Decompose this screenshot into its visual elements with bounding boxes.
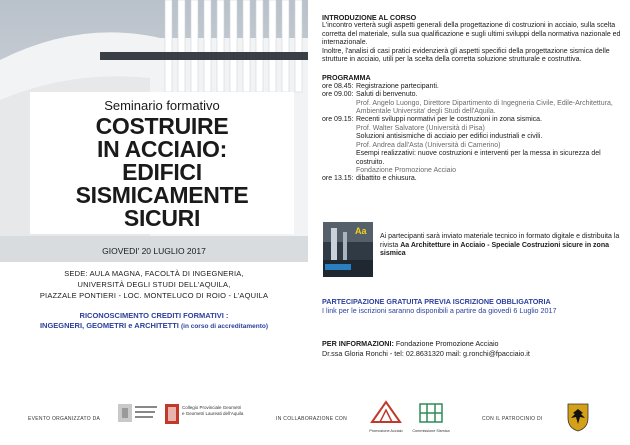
info-label: PER INFORMAZIONI: — [322, 339, 394, 348]
program-item: ore 08.45: Registrazione partecipanti. — [322, 82, 439, 90]
right-column — [322, 14, 624, 184]
program-item: ore 13.15: dibattito e chiusura. — [322, 175, 417, 183]
commissione-sismica-logo: Commissione Sismica — [410, 400, 452, 434]
credits-professions: INGEGNERI, GEOMETRI e ARCHITETTI — [39, 321, 179, 330]
footer — [0, 392, 630, 445]
program-item: Fondazione Promozione Acciaio — [356, 166, 457, 174]
venue-line: SEDE: AULA MAGNA, FACOLTÀ DI INGEGNERIA, — [64, 269, 244, 278]
magazine-text: Ai partecipanti sarà inviato materiale tecnico in formato digitale e distribuita la rivista Aa Architetture in Acciaio - Speciale Costruzioni sicure in zona sismica — [380, 233, 620, 258]
program-list — [322, 83, 624, 184]
title-line: SICURI — [123, 205, 201, 231]
ingegneri-logo — [116, 402, 158, 430]
venue-line: UNIVERSITÀ DEGLI STUDI DELL'AQUILA, — [77, 280, 231, 289]
venue-line: PIAZZALE PONTIERI - LOC. MONTELUCO DI ROIO - L'AQUILA — [39, 291, 269, 300]
title-line: IN ACCIAIO: — [96, 136, 227, 162]
participation — [322, 297, 622, 315]
program-item: Soluzioni antisismiche di acciaio per edifici industriali e civili. — [356, 133, 543, 141]
main-title — [30, 115, 294, 230]
geometri-logo: Collegio Provinciale Geometri e Geometri Laureati dell'Aquila — [165, 402, 245, 430]
credits — [0, 311, 308, 332]
credits-note: (in corso di accreditamento) — [180, 323, 269, 330]
title-box — [30, 92, 294, 234]
magazine-badge: Aa — [355, 226, 367, 236]
program-item: Prof. Walter Salvatore (Università di Pisa) — [356, 124, 485, 132]
organized-by-label: EVENTO ORGANIZZATO DA — [28, 416, 101, 422]
event-date: GIOVEDI' 20 LUGLIO 2017 — [102, 246, 206, 256]
program-heading: PROGRAMMA — [322, 73, 371, 83]
aquila-crest-icon — [565, 402, 591, 432]
promozione-acciaio-logo: Promozione Acciaio — [368, 400, 404, 434]
program-item: ore 09.15: Recenti sviluppi normativi per le costruzioni in zona sismica. — [322, 116, 542, 124]
program-item: Esempi realizzativi: nuove costruzioni e interventi per la messa in sicurezza del costruito. — [356, 150, 601, 166]
info-contact: Dr.ssa Gloria Ronchi - tel: 02.8631320 mail: g.ronchi@fpacciaio.it — [322, 348, 530, 358]
intro-paragraph: L'incontro verterà sugli aspetti generali della progettazione di costruzioni in acciaio, sulla scelta corretta del materiale, sulla sua qualificazione e sugli ultimi sviluppi della normativa nazionale ed internazionale. — [322, 22, 621, 47]
contact-info — [322, 339, 622, 358]
magazine-cover — [323, 222, 373, 277]
collaboration-label: IN COLLABORAZIONE CON — [276, 416, 348, 422]
title-line: SISMICAMENTE — [75, 182, 249, 208]
program-item: ore 09.00: Saluti di benvenuto. — [322, 91, 418, 99]
intro-heading: INTRODUZIONE AL CORSO — [322, 13, 417, 22]
info-org: Fondazione Promozione Acciaio — [395, 339, 499, 348]
venue — [0, 268, 308, 301]
intro-paragraph: Inoltre, l'analisi di casi pratici evidenzierà gli aspetti specifici della progettazione sismica delle strutture in acciaio, utili per la scelta della corretta soluzione strutturale e costruttiva. — [322, 47, 610, 64]
program-item: Prof. Andrea dall'Asta (Università di Camerino) — [356, 141, 501, 149]
magazine-title: Aa Architetture in Acciaio - Speciale Costruzioni sicure in zona sismica — [380, 241, 609, 258]
registration-note: I link per le iscrizioni saranno disponibili a partire da giovedì 6 Luglio 2017 — [322, 306, 557, 315]
title-line: COSTRUIRE — [95, 113, 229, 139]
credits-title: RICONOSCIMENTO CREDITI FORMATIVI : — [79, 311, 229, 320]
seminar-subtitle: Seminario formativo — [104, 98, 220, 113]
participation-title: PARTECIPAZIONE GRATUITA PREVIA ISCRIZIONE OBBLIGATORIA — [322, 297, 551, 306]
program-item: Prof. Angelo Luongo, Direttore Dipartimento di Ingegneria Civile, Edile-Architettura, Ambientale Universita' degli Studi dell'Aquila. — [356, 99, 613, 116]
title-line: EDIFICI — [122, 159, 202, 185]
patronage-label: CON IL PATROCINIO DI — [482, 416, 543, 422]
